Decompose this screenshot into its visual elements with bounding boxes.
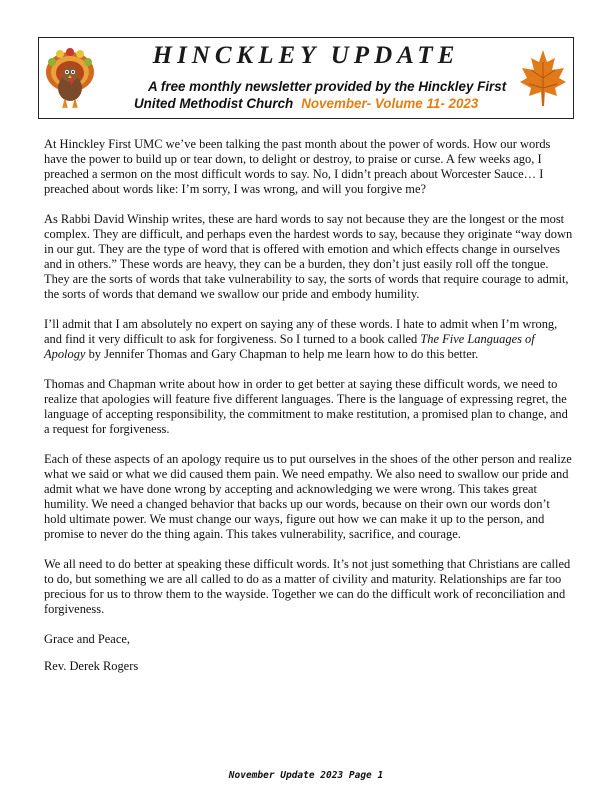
paragraph-6: We all need to do better at speaking these difficult words. It’s not just something that Christians are called to do, but something we are all called to do as a matter of civility and maturity. Relationships are far too precious for us to throw them to the wayside. Together we can do the difficult work of reconciliation and forgiveness.: [44, 557, 571, 616]
paragraph-1: At Hinckley First UMC we’ve been talking the past month about the power of words. How our words have the power to build up or tear down, to delight or destroy, to praise or curse. A few weeks ago, I preached a sermon on the most difficult words to say. No, I didn’t preach about Worcester Sauce… I preached about words like: I’m sorry, I was wrong, and will you forgive me?: [44, 137, 551, 196]
paragraph-5: Each of these aspects of an apology require us to put ourselves in the shoes of the other person and realize what we said or what we did caused them pain. We need empathy. We also need to swallow our pride and admit what we have done wrong by accepting and acknowledging we were wrong. This takes great humility. We need a changed behavior that backs up our words, because on their own our words don’t hold ultimate power. We must change our ways, figure out how we can make it up to the person, and promise to never do the thing again. This takes vulnerability, sacrifice, and courage.: [44, 452, 572, 541]
signature: Rev. Derek Rogers: [44, 659, 139, 673]
issue-label: November- Volume 11- 2023: [301, 96, 479, 111]
paragraph-2: As Rabbi David Winship writes, these are hard words to say not because they are the longest or the most complex. They are difficult, and perhaps even the hardest words to say, because they originate “way down in our gut. They are the type of word that is offered with emotion and which effects change in ourselves and in others.” These words are heavy, they can be a burden, they don’t just easily roll off the tongue. They are the sorts of words that take vulnerability to say, the sorts of words that require courage to admit, the sorts of words that demand we swallow our pride and embody humility.: [44, 212, 573, 301]
church-name: United Methodist Church: [134, 96, 294, 111]
masthead: [38, 37, 574, 119]
page-footer: November Update 2023 Page 1: [228, 770, 384, 781]
subtitle-line-1: A free monthly newsletter provided by the Hinckley First: [148, 79, 507, 94]
paragraph-4: Thomas and Chapman write about how in order to get better at saying these difficult words, we need to realize that apologies will feature five different languages. There is the language of expressing regret, the language of accepting responsibility, the commitment to make restitution, a promised plan to change, and a request for forgiveness.: [44, 377, 568, 436]
maple-leaf-icon: [519, 48, 567, 112]
newsletter-subtitle: [134, 78, 534, 112]
paragraph-3-start: I’ll admit that I am absolutely no expert on saying any of these words. I hate to admit when I’m wrong, and find it very difficult to ask for forgiveness. So I turned to a book called: [44, 317, 558, 346]
newsletter-title: HINCKLEY UPDATE: [152, 42, 460, 69]
subtitle-line-2: [134, 95, 534, 112]
closing-line: Grace and Peace,: [44, 632, 130, 646]
paragraph-3-end: by Jennifer Thomas and Gary Chapman to help me learn how to do this better.: [85, 347, 479, 361]
book-title: The Five Languages of Apology: [44, 332, 535, 361]
article-body: [44, 137, 574, 686]
paragraph-3: [44, 317, 574, 362]
